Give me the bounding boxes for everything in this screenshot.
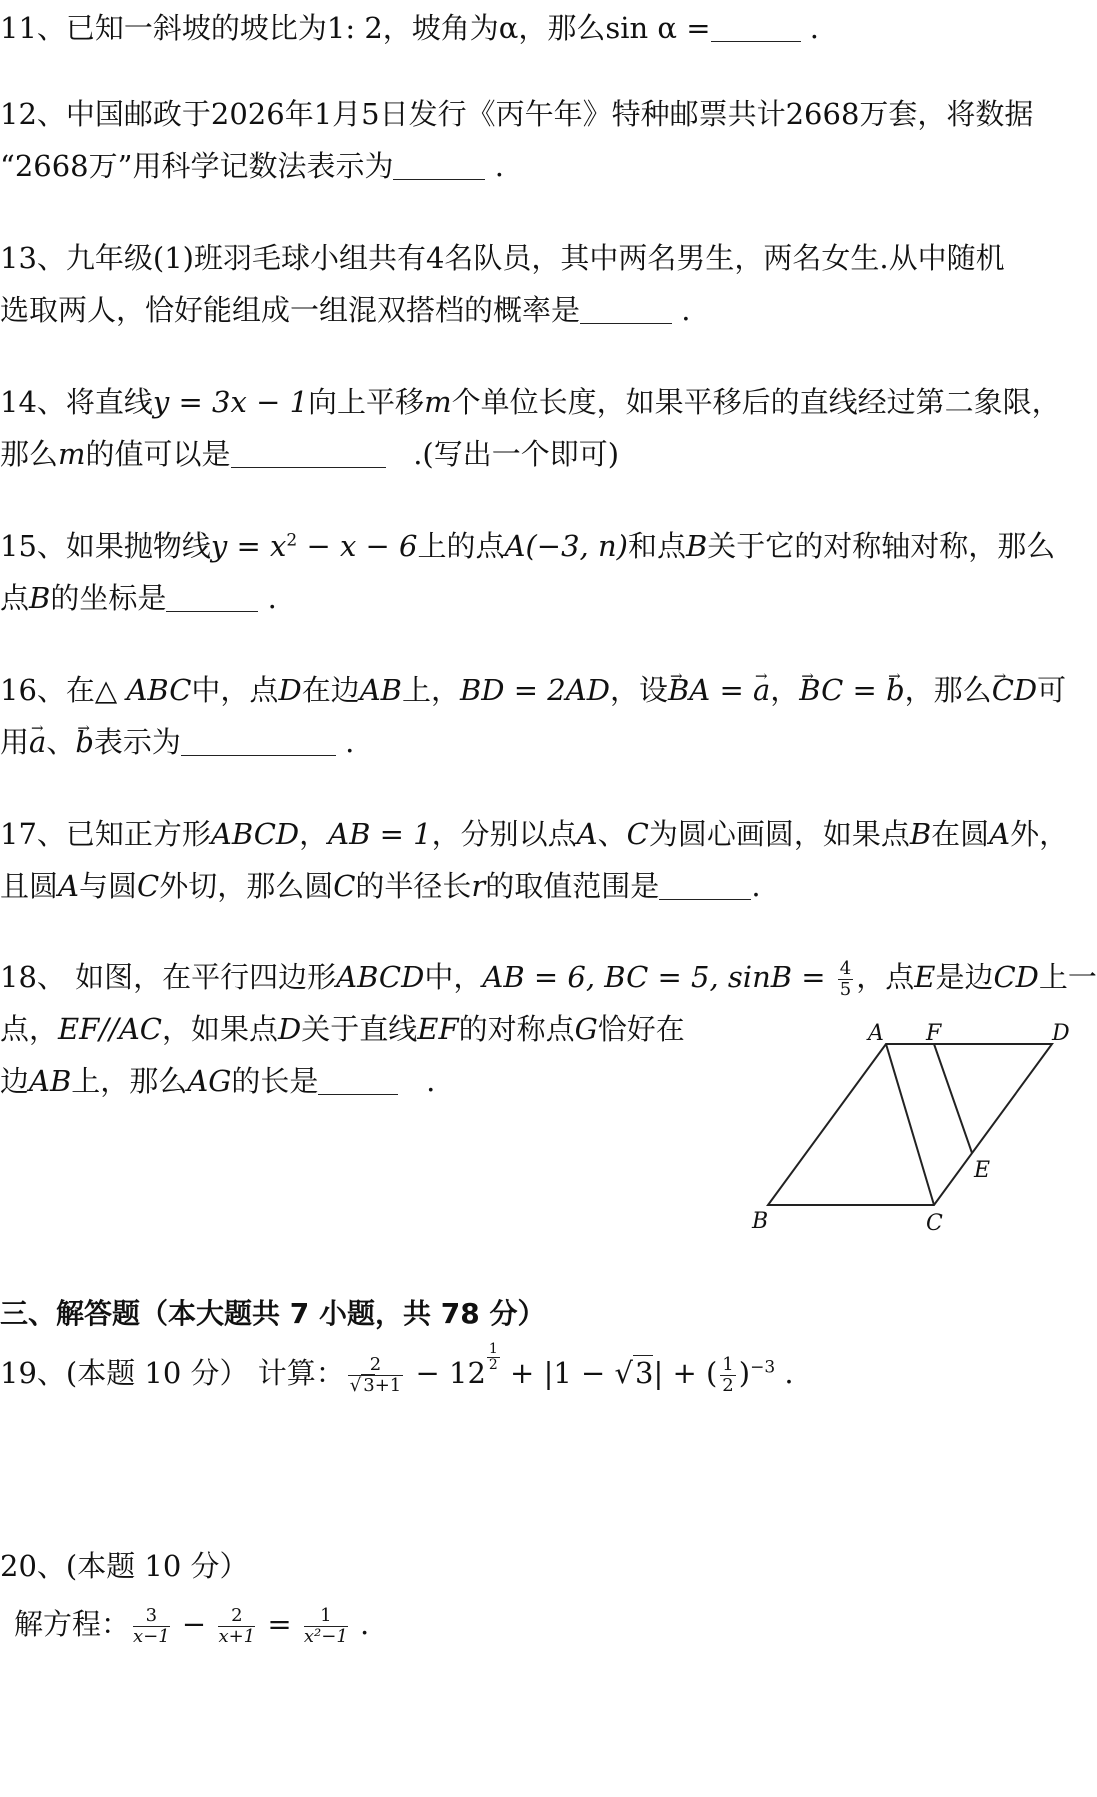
question-12: 12、中国邮政于2026年1月5日发行《丙午年》特种邮票共计2668万套，将数据 “2668万”用科学记数法表示为 .: [0, 97, 1034, 183]
section-heading: 三、解答题（本大题共 7 小题，共 78 分）: [0, 1297, 546, 1330]
exponent-one-half: $\frac{1}{2}$: [488, 1341, 498, 1373]
q13-line1: 九年级(1)班羽毛球小组共有4名队员，其中两名男生，两名女生.从中随机: [65, 241, 1005, 275]
q11-number: 11、: [0, 11, 66, 45]
label-f: F: [926, 1021, 942, 1046]
q12-line1: 中国邮政于2026年1月5日发行《丙午年》特种邮票共计2668万套，将数据: [65, 97, 1034, 131]
question-17: 17、已知正方形ABCD，AB = 1，分别以点A、C为圆心画圆，如果点B在圆A外， 且圆A与圆C外切，那么圆C的半径长r的取值范围是 .: [0, 817, 1069, 903]
vector-ba: → BA: [668, 664, 710, 716]
label-a: A: [868, 1021, 884, 1046]
segment-ef: [934, 1044, 972, 1153]
vector-b: → b: [886, 664, 905, 716]
parallelogram-figure: [740, 1010, 1080, 1240]
diagonal-ac: [886, 1044, 934, 1205]
question-20-equation: 解方程： $\frac{3}{x-1}$ − $\frac{2}{x+1}$ = $\frac{1}{\text{x²−1}}$ .: [14, 1604, 370, 1647]
answer-blank[interactable]: [318, 1064, 398, 1095]
answer-blank[interactable]: [181, 725, 336, 756]
q13-line2: 选取两人，恰好能组成一组混双搭档的概率是: [0, 293, 581, 327]
answer-blank[interactable]: [166, 581, 258, 612]
question-14: 14、将直线y = 3x − 1向上平移m个单位长度，如果平移后的直线经过第二象限， 那么m的值可以是 .(写出一个即可): [0, 385, 1061, 471]
answer-blank[interactable]: [393, 149, 485, 180]
question-13: 13、九年级(1)班羽毛球小组共有4名队员，其中两名男生，两名女生.从中随机 选取两人，恰好能组成一组混双搭档的概率是 .: [0, 241, 1005, 327]
q13-number: 13、: [0, 241, 66, 275]
answer-blank[interactable]: [711, 11, 801, 42]
question-16: 16、在△ ABC中，点D在边AB上，BD = 2AD，设→ BA = → a，→ BC = → b，那么→ CD可 用→ a、→ b表示为 .: [0, 664, 1075, 768]
fraction-one-half: $\frac{1}{2}$: [722, 1353, 734, 1396]
question-20: 20、(本题 10 分）: [0, 1549, 249, 1583]
answer-blank[interactable]: [659, 869, 751, 900]
answer-blank[interactable]: [580, 293, 672, 324]
label-b: B: [752, 1209, 769, 1234]
q12-line2: “2668万”用科学记数法表示为: [0, 149, 394, 183]
answer-blank[interactable]: [231, 437, 386, 468]
vector-cd: → CD: [992, 664, 1037, 716]
label-d: D: [1052, 1021, 1070, 1046]
label-e: E: [974, 1158, 991, 1183]
q12-number: 12、: [0, 97, 66, 131]
fraction-2-over-sqrt3-plus1: $\frac{2}{√ 3+1}$: [349, 1353, 402, 1396]
question-11: 11、已知一斜坡的坡比为1: 2，坡角为α，那么sin α = .: [0, 11, 819, 45]
question-18: 18、 如图，在平行四边形ABCD中，AB = 6, BC = 5, sinB = $\frac{4}{5}$ ，点E是边CD上一 点，EF//AC，如果点D关于直线EF的对称点G恰好在 边AB上，那么AG的长是 .: [0, 957, 1097, 1098]
fraction-4-5: $\frac{4}{5}$: [839, 957, 852, 1000]
vector-bc: → BC: [799, 664, 843, 716]
label-c: C: [926, 1211, 943, 1236]
vector-a: → a: [753, 664, 770, 716]
question-19: 19、(本题 10 分） 计算： $\frac{2}{√ 3+1}$ − 12 $\frac{1}{2}$ + |1 − √3| + ( $\frac{1}{2}$ )$^{-3}$ .: [0, 1341, 794, 1396]
question-15: 15、如果抛物线$y = x^2 - x - 6$上的点A(−3, n)和点B关于它的对称轴对称，那么 点B的坐标是 .: [0, 529, 1056, 615]
q11-text: 已知一斜坡的坡比为1: 2，坡角为α，那么sin α =: [65, 11, 711, 45]
